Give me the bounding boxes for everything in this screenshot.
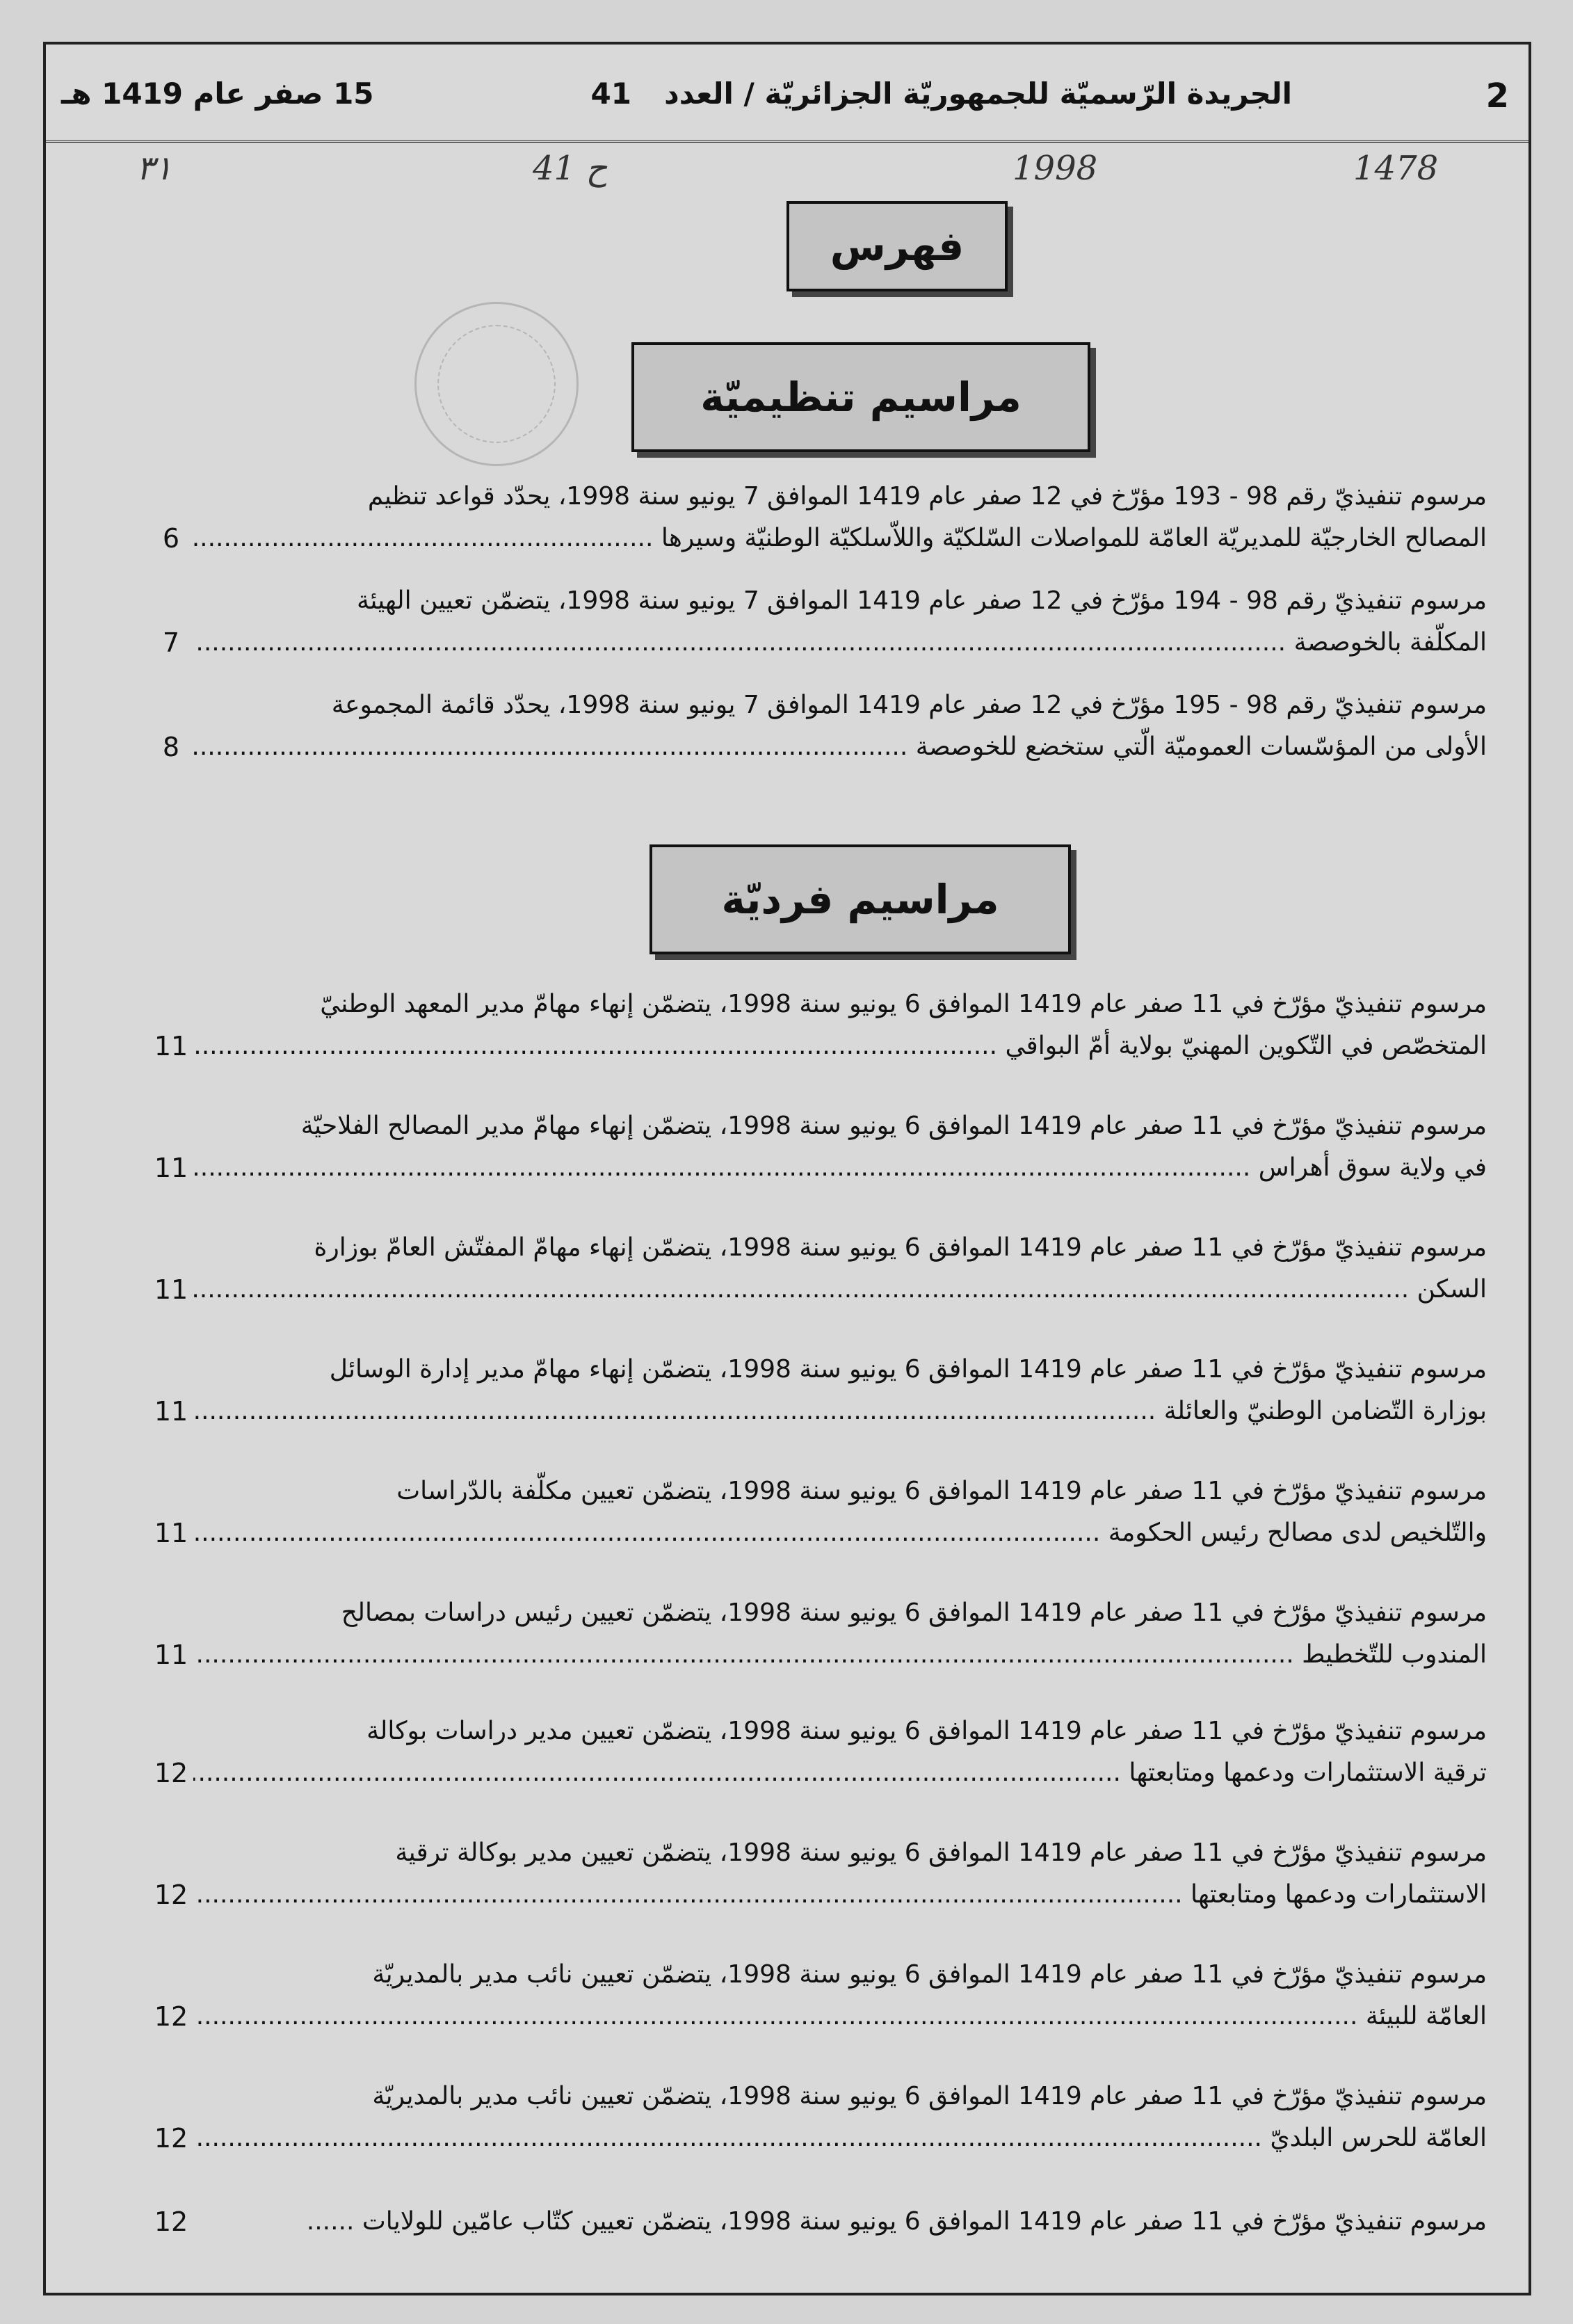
toc-page-number: 11	[154, 1640, 188, 1670]
toc-page-number: 11	[154, 1274, 188, 1305]
toc-entry[interactable]	[46, 1349, 1528, 1432]
toc-entry-text: مرسوم تنفيذيّ مؤرّخ في 11 صفر عام 1419 الموافق 6 يونيو سنة 1998، يتضمّن تعيين نائب مدير بالمديريّة العامّة للحرس البلديّ .....	[193, 2076, 1487, 2159]
issue-number: 41	[590, 77, 631, 111]
toc-entry-text: مرسوم تنفيذيّ مؤرّخ في 11 صفر عام 1419 الموافق 6 يونيو سنة 1998، يتضمّن تعيين رئيس دراسات بمصالح المندوب للتّخطيط .....	[193, 1592, 1487, 1676]
toc-page-number: 11	[154, 1153, 188, 1183]
toc-page-number: 11	[154, 1031, 188, 1061]
toc-page-number: 12	[154, 2206, 188, 2237]
toc-entry[interactable]	[46, 1592, 1528, 1676]
toc-entry[interactable]	[46, 2076, 1528, 2159]
toc-entry-text: مرسوم تنفيذيّ مؤرّخ في 11 صفر عام 1419 الموافق 6 يونيو سنة 1998، يتضمّن تعيين مدير بوكالة ترقية الاستثمارات ودعمها ومتابعتها .....	[193, 1832, 1487, 1916]
section-title-regulatory: مراسيم تنظيميّة	[631, 342, 1090, 452]
toc-page-number: 6	[162, 523, 180, 554]
header-date: 15 صفر عام 1419 هـ	[61, 77, 374, 111]
toc-entry[interactable]	[46, 984, 1528, 1067]
toc-entry-text: مرسوم تنفيذيّ مؤرّخ في 11 صفر عام 1419 الموافق 6 يونيو سنة 1998، يتضمّن تعيين مدير دراسات بوكالة ترقية الاستثمارات ودعمها ومتابعتها .....	[193, 1710, 1487, 1794]
toc-entry-text: مرسوم تنفيذيّ مؤرّخ في 11 صفر عام 1419 الموافق 6 يونيو سنة 1998، يتضمّن إنهاء مهامّ مدير المصالح الفلاحيّة في ولاية سوق أهراس .....	[193, 1105, 1487, 1189]
toc-entry[interactable]	[46, 1710, 1528, 1794]
toc-page-number: 12	[154, 1758, 188, 1788]
page-header	[46, 45, 1528, 143]
toc-entry[interactable]	[46, 476, 1528, 559]
toc-entry-text: مرسوم تنفيذيّ مؤرّخ في 11 صفر عام 1419 الموافق 6 يونيو سنة 1998، يتضمّن تعيين مكلّفة بالدّراسات والتّلخيص لدى مصالح رئيس الحكومة .....	[193, 1470, 1487, 1554]
toc-entry[interactable]	[46, 1227, 1528, 1311]
journal-title: الجريدة الرّسميّة للجمهوريّة الجزائريّة / العدد	[664, 77, 1292, 111]
toc-entry-text: مرسوم تنفيذيّ رقم 98 - 193 مؤرّخ في 12 صفر عام 1419 الموافق 7 يونيو سنة 1998، يحدّد قواعد تنظيم المصالح الخارجيّة للمديريّة العامّة للمواصلات السّلكيّة واللاّسلكيّة الوطنيّة وسيرها .....	[193, 476, 1487, 559]
toc-entry[interactable]	[46, 684, 1528, 768]
toc-entry-text: مرسوم تنفيذيّ مؤرّخ في 11 صفر عام 1419 الموافق 6 يونيو سنة 1998، يتضمّن إنهاء مهامّ مدير إدارة الوسائل بوزارة التّضامن الوطنيّ والعائلة .....	[193, 1349, 1487, 1432]
toc-page-number: 11	[154, 1518, 188, 1548]
handwritten-note: 1998	[1013, 149, 1098, 188]
toc-page-number: 12	[154, 2001, 188, 2032]
library-stamp	[414, 302, 579, 466]
toc-entry[interactable]	[46, 1105, 1528, 1189]
index-title: فهرس	[786, 201, 1008, 291]
toc-page-number: 8	[162, 732, 180, 762]
toc-entry-text: مرسوم تنفيذيّ مؤرّخ في 11 صفر عام 1419 الموافق 6 يونيو سنة 1998، يتضمّن إنهاء مهامّ مدير المعهد الوطنيّ المتخصّص في التّكوين المهنيّ بولاية أمّ البواقي .....	[193, 984, 1487, 1067]
toc-page-number: 12	[154, 1880, 188, 1910]
toc-entry-text: مرسوم تنفيذيّ مؤرّخ في 11 صفر عام 1419 الموافق 6 يونيو سنة 1998، يتضمّن تعيين نائب مدير بالمديريّة العامّة للبيئة .....	[193, 1954, 1487, 2037]
toc-page-number: 11	[154, 1396, 188, 1427]
toc-entry-text: مرسوم تنفيذيّ رقم 98 - 195 مؤرّخ في 12 صفر عام 1419 الموافق 7 يونيو سنة 1998، يحدّد قائمة المجموعة الأولى من المؤسّسات العموميّة الّتي ستخضع للخوصصة .....	[193, 684, 1487, 768]
toc-entry-text: مرسوم تنفيذيّ مؤرّخ في 11 صفر عام 1419 الموافق 6 يونيو سنة 1998، يتضمّن تعيين كتّاب عامّين للولايات ......	[193, 2201, 1487, 2243]
toc-entry-text: مرسوم تنفيذيّ مؤرّخ في 11 صفر عام 1419 الموافق 6 يونيو سنة 1998، يتضمّن إنهاء مهامّ المفتّش العامّ بوزارة السكن .....	[193, 1227, 1487, 1311]
page-number: 2	[1485, 77, 1509, 115]
handwritten-note: ح 41	[533, 149, 608, 188]
section-title-individual: مراسيم فرديّة	[650, 844, 1071, 954]
gazette-page	[43, 42, 1531, 2295]
toc-page-number: 12	[154, 2123, 188, 2154]
toc-entry[interactable]	[46, 1954, 1528, 2037]
toc-entry[interactable]	[46, 580, 1528, 664]
toc-page-number: 7	[162, 627, 180, 658]
toc-entry[interactable]	[46, 1832, 1528, 1916]
toc-entry[interactable]	[46, 2201, 1528, 2284]
toc-entry-text: مرسوم تنفيذيّ رقم 98 - 194 مؤرّخ في 12 صفر عام 1419 الموافق 7 يونيو سنة 1998، يتضمّن تعيين الهيئة المكلّفة بالخوصصة .....	[193, 580, 1487, 664]
toc-entry[interactable]	[46, 1470, 1528, 1554]
handwritten-note: 1478	[1353, 149, 1439, 188]
handwritten-note: ٣١	[136, 149, 172, 188]
